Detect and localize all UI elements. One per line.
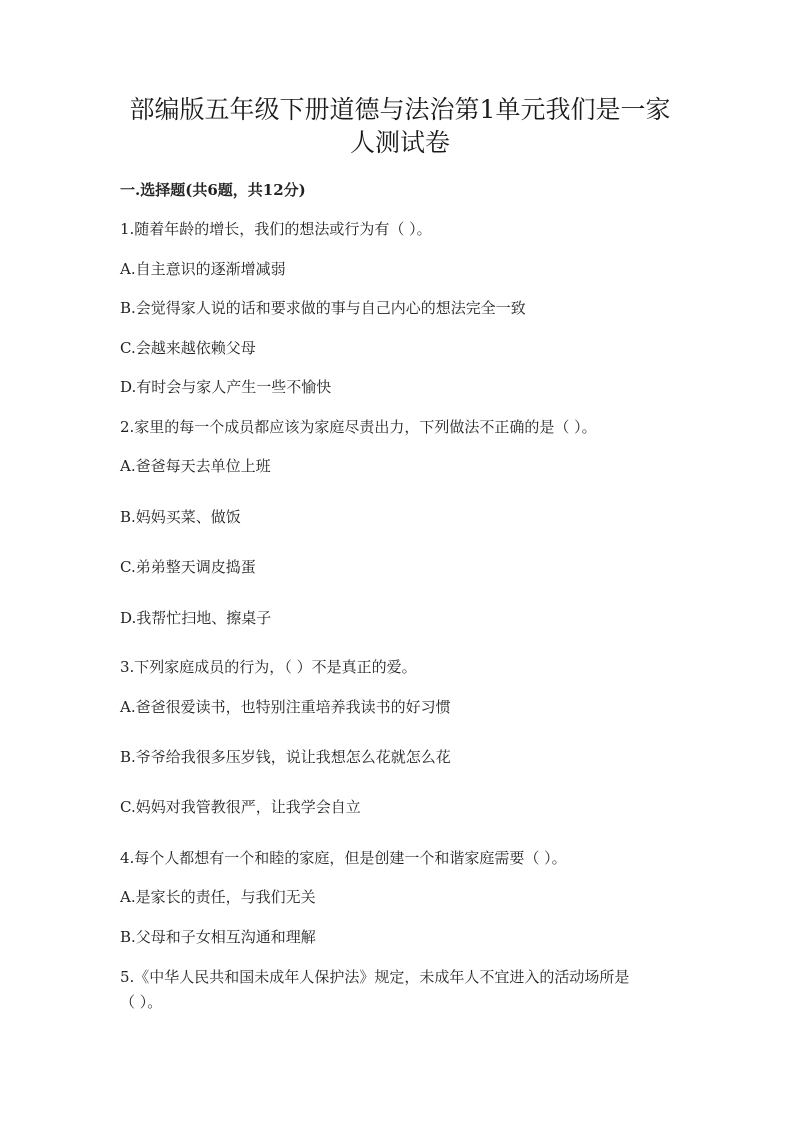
question-2-option-a: A.爸爸每天去单位上班 [120,457,271,475]
question-2-stem: 2.家里的每一个成员都应该为家庭尽责出力，下列做法不正确的是（ ）。 [120,418,597,436]
question-2-option-c: C.弟弟整天调皮捣蛋 [120,558,256,576]
question-3-option-c: C.妈妈对我管教很严，让我学会自立 [120,798,361,816]
section-heading: 一.选择题(共6题，共12分) [120,181,306,199]
question-3-stem: 3.下列家庭成员的行为，（ ）不是真正的爱。 [120,658,417,676]
question-3-option-a: A.爸爸很爱读书，也特别注重培养我读书的好习惯 [120,698,451,716]
question-1-option-d: D.有时会与家人产生一些不愉快 [120,378,332,396]
question-2-option-d: D.我帮忙扫地、擦桌子 [120,609,272,627]
question-4-option-b: B.父母和子女相互沟通和理解 [120,928,316,946]
question-4-stem: 4.每个人都想有一个和睦的家庭，但是创建一个和谐家庭需要（ ）。 [120,849,567,867]
question-3-option-b: B.爷爷给我很多压岁钱，说让我想怎么花就怎么花 [120,748,451,766]
question-5-stem: 5.《中华人民共和国未成年人保护法》规定，未成年人不宜进入的活动场所是 [120,968,630,986]
question-1-option-c: C.会越来越依赖父母 [120,339,256,357]
question-5-stem-continued: （ ）。 [120,993,163,1011]
question-1-stem: 1.随着年龄的增长，我们的想法或行为有（ ）。 [120,220,432,238]
question-2-option-b: B.妈妈买菜、做饭 [120,508,241,526]
question-1-option-b: B.会觉得家人说的话和要求做的事与自己内心的想法完全一致 [120,299,526,317]
question-1-option-a: A.自主意识的逐渐增减弱 [120,260,286,278]
question-4-option-a: A.是家长的责任，与我们无关 [120,888,316,906]
page-title-line-2: 人测试卷 [349,128,450,157]
page-title-line-1: 部编版五年级下册道德与法治第1单元我们是一家 [129,95,671,124]
